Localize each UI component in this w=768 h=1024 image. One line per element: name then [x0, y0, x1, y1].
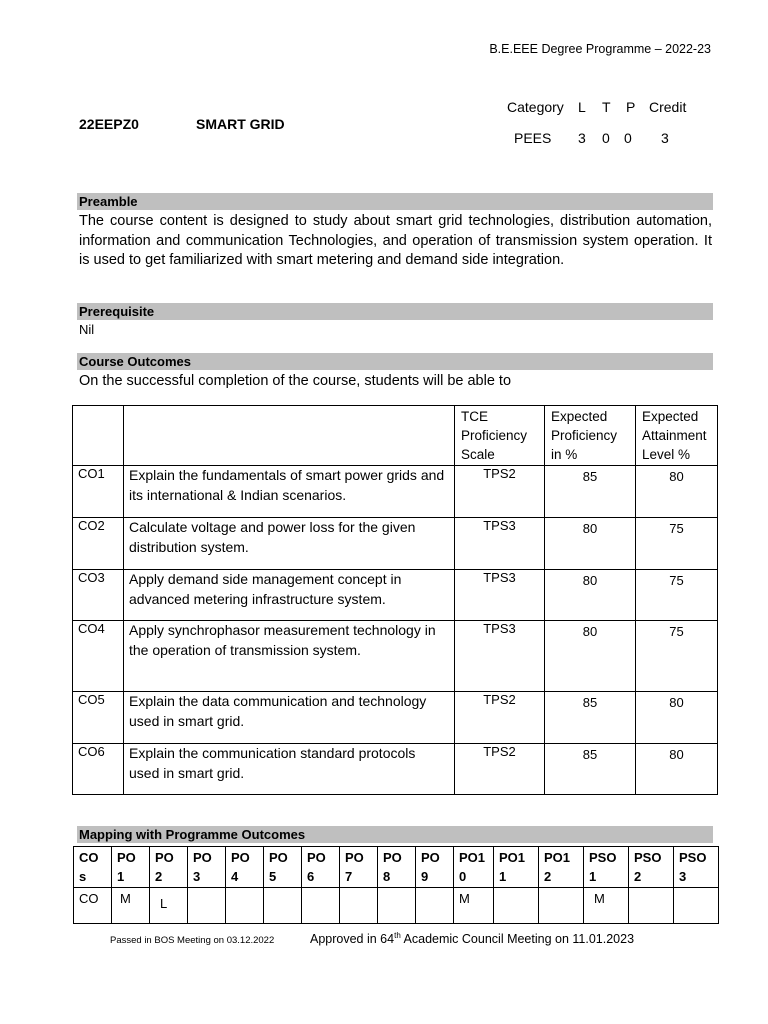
co-attainment: 75: [636, 570, 718, 621]
co-id: CO1: [73, 466, 124, 518]
map-col-header: PO 7: [340, 847, 378, 888]
header-blank-id: [73, 406, 124, 466]
prerequisite-text: Nil: [79, 322, 95, 337]
mapping-heading: Mapping with Programme Outcomes: [77, 826, 713, 843]
co-attainment: 75: [636, 621, 718, 692]
co-description: Apply demand side management concept in advanced metering infrastructure system.: [124, 570, 455, 621]
map-col-header: PO 9: [416, 847, 454, 888]
course-title: SMART GRID: [196, 116, 285, 132]
map-col-header: PO 3: [188, 847, 226, 888]
co-proficiency: 80: [545, 570, 636, 621]
header-attainment: Expected Attainment Level %: [636, 406, 718, 466]
map-cell: [674, 888, 719, 924]
co-attainment: 80: [636, 744, 718, 795]
map-col-header: PO1 0: [454, 847, 494, 888]
co-description: Explain the fundamentals of smart power grids and its international & Indian scenarios.: [124, 466, 455, 518]
map-cell: [539, 888, 584, 924]
map-cell: [629, 888, 674, 924]
map-col-header: CO s: [74, 847, 112, 888]
map-cell: CO: [74, 888, 112, 924]
co-attainment: 75: [636, 518, 718, 570]
map-cell: [302, 888, 340, 924]
approval-post: Academic Council Meeting on 11.01.2023: [400, 932, 635, 947]
co-proficiency: 85: [545, 692, 636, 744]
category-value: PEES: [514, 130, 552, 146]
co-description: Explain the data communication and technology used in smart grid.: [124, 692, 455, 744]
preamble-text: The course content is designed to study about smart grid technologies, distribution automation, information and communication Technologies, and operation of transmission system operation. It is used to get familiarized with smart metering and demand side integration.: [79, 213, 712, 268]
map-cell: [188, 888, 226, 924]
table-row: [73, 518, 718, 570]
co-tps: TPS3: [455, 518, 545, 570]
map-col-header: PO 1: [112, 847, 150, 888]
map-cell: [378, 888, 416, 924]
outcomes-header-row: [73, 406, 718, 466]
co-id: CO3: [73, 570, 124, 621]
co-proficiency: 85: [545, 744, 636, 795]
map-col-header: PO1 2: [539, 847, 584, 888]
header-tce: TCE Proficiency Scale: [455, 406, 545, 466]
mapping-row: [74, 888, 719, 924]
map-col-header: PO 2: [150, 847, 188, 888]
mapping-table: [73, 846, 719, 924]
map-cell: M: [584, 888, 629, 924]
approval-note: [310, 931, 634, 946]
co-proficiency: 80: [545, 621, 636, 692]
p-label: P: [626, 99, 636, 115]
map-cell: L: [150, 888, 188, 924]
course-code: 22EEPZ0: [79, 116, 139, 132]
map-cell: [416, 888, 454, 924]
t-label: T: [602, 99, 611, 115]
co-tps: TPS2: [455, 692, 545, 744]
map-col-header: PO1 1: [494, 847, 539, 888]
category-label: Category: [507, 99, 564, 115]
header-blank-desc: [124, 406, 455, 466]
l-value: 3: [578, 130, 586, 146]
outcomes-intro: On the successful completion of the course, students will be able to: [79, 373, 512, 389]
programme-header: B.E.EEE Degree Programme – 2022-23: [489, 42, 711, 56]
map-col-header: PSO 1: [584, 847, 629, 888]
co-tps: TPS3: [455, 621, 545, 692]
map-cell: M: [112, 888, 150, 924]
map-col-header: PO 8: [378, 847, 416, 888]
co-id: CO4: [73, 621, 124, 692]
table-row: [73, 570, 718, 621]
co-tps: TPS2: [455, 744, 545, 795]
map-col-header: PSO 3: [674, 847, 719, 888]
co-description: Calculate voltage and power loss for the given distribution system.: [124, 518, 455, 570]
co-id: CO6: [73, 744, 124, 795]
category-labels: [507, 99, 686, 115]
t-value: 0: [602, 130, 610, 146]
course-outcomes-table: [72, 405, 718, 795]
co-tps: TPS3: [455, 570, 545, 621]
header-proficiency: Expected Proficiency in %: [545, 406, 636, 466]
map-cell: M: [454, 888, 494, 924]
approval-pre: Approved in 64: [310, 932, 395, 947]
course-outcomes-heading: Course Outcomes: [77, 353, 713, 370]
preamble-heading: Preamble: [77, 193, 713, 210]
approval-sup: th: [394, 931, 401, 940]
bos-meeting-note: Passed in BOS Meeting on 03.12.2022: [110, 935, 275, 946]
prerequisite-heading: Prerequisite: [77, 303, 713, 320]
credit-value: 3: [661, 130, 669, 146]
co-id: CO2: [73, 518, 124, 570]
co-id: CO5: [73, 692, 124, 744]
credit-label: Credit: [649, 99, 687, 115]
co-proficiency: 85: [545, 466, 636, 518]
p-value: 0: [624, 130, 632, 146]
co-attainment: 80: [636, 466, 718, 518]
l-label: L: [578, 99, 586, 115]
mapping-header-row: [74, 847, 719, 888]
table-row: [73, 466, 718, 518]
map-cell: [264, 888, 302, 924]
map-col-header: PO 4: [226, 847, 264, 888]
table-row: [73, 621, 718, 692]
table-row: [73, 692, 718, 744]
map-cell: [494, 888, 539, 924]
co-description: Explain the communication standard protocols used in smart grid.: [124, 744, 455, 795]
map-col-header: PSO 2: [629, 847, 674, 888]
co-proficiency: 80: [545, 518, 636, 570]
co-tps: TPS2: [455, 466, 545, 518]
co-attainment: 80: [636, 692, 718, 744]
map-cell: [226, 888, 264, 924]
category-values: [514, 130, 669, 146]
map-col-header: PO 5: [264, 847, 302, 888]
map-col-header: PO 6: [302, 847, 340, 888]
map-cell: [340, 888, 378, 924]
table-row: [73, 744, 718, 795]
co-description: Apply synchrophasor measurement technology in the operation of transmission system.: [124, 621, 455, 692]
